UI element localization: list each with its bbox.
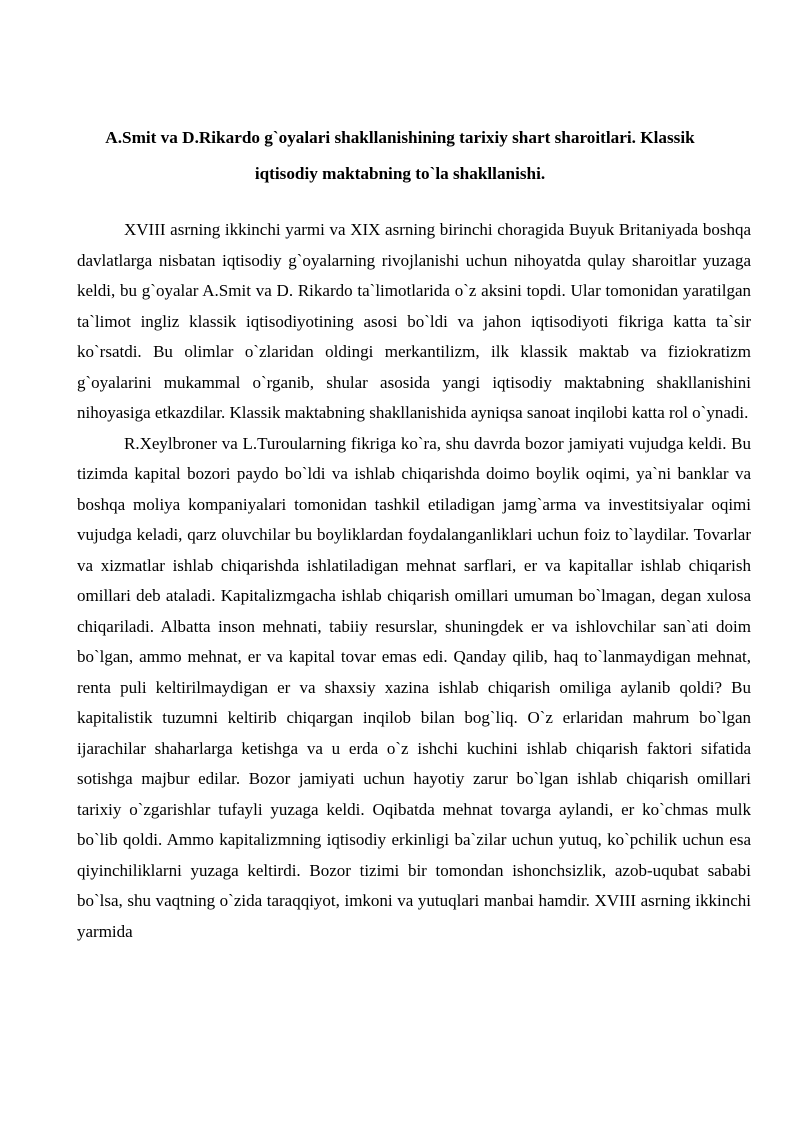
document-body [77,215,751,947]
title-line-2: iqtisodiy maktabning to`la shakllanishi. [254,164,546,183]
title-line-1: A.Smit va D.Rikardo g`oyalari shakllanishining tarixiy shart sharoitlari. Klassik [105,128,695,147]
paragraph-2: R.Xeylbroner va L.Turoularning fikriga ko`ra, shu davrda bozor jamiyati vujudga keldi. Bu tizimda kapital bozori paydo bo`ldi va ishlab chiqarishda doimo boylik oqimi, ya`ni banklar va boshqa moliya kompaniyalari tomonidan tashkil etiladigan jamg`arma va investitsiyalar oqimi vujudga keladi, qarz oluvchilar bu boyliklardan foydalanganliklari uchun foiz to`laydilar. Tovarlar va xizmatlar ishlab chiqarishda ishlatiladigan mehnat sarflari, er va kapitallar ishlab chiqarish omillari deb ataladi. Kapitalizmgacha ishlab chiqarish omillari umuman bo`lmagan, degan xulosa chiqariladi. Albatta inson mehnati, tabiiy resurslar, shuningdek er va ishlovchilar san`ati doim bo`lgan, ammo mehnat, er va kapital tovar emas edi. Qanday qilib, haq to`lanmaydigan mehnat, renta puli keltirilmaydigan er va shaxsiy xazina ishlab chiqarish omiliga aylanib qoldi? Bu kapitalistik tuzumni keltirib chiqargan inqilob bilan bog`liq. O`z erlaridan mahrum bo`lgan ijarachilar shaharlarga ketishga va u erda o`z ishchi kuchini ishlab chiqarish faktori sifatida sotishga majbur edilar. Bozor jamiyati uchun hayotiy zarur bo`lgan ishlab chiqarish omillari tarixiy o`zgarishlar tufayli yuzaga keldi. Oqibatda mehnat tovarga aylandi, er ko`chmas mulk bo`lib qoldi. Ammo kapitalizmning iqtisodiy erkinligi ba`zilar uchun yutuq, ko`pchilik uchun esa qiyinchiliklarni yuzaga keltirdi. Bozor tizimi bir tomondan ishonchsizlik, azob-uqubat sababi bo`lsa, shu vaqtning o`zida taraqqiyot, imkoni va yutuqlari manbai hamdir. XVIII asrning ikkinchi yarmida [77,433,751,941]
document-title [72,120,728,192]
paragraph-1: XVIII asrning ikkinchi yarmi va XIX asrning birinchi choragida Buyuk Britaniyada boshqa davlatlarga nisbatan iqtisodiy g`oyalarning rivojlanishi uchun nihoyatda qulay sharoitlar yuzaga keldi, bu g`oyalar A.Smit va D. Rikardo ta`limotlarida o`z aksini topdi. Ular tomonidan yaratilgan ta`limot ingliz klassik iqtisodiyotining asosi bo`ldi va jahon iqtisodiyoti fikriga katta ta`sir ko`rsatdi. Bu olimlar o`zlaridan oldingi merkantilizm, ilk klassik maktab va fiziokratizm g`oyalarini mukammal o`rganib, shular asosida yangi iqtisodiy maktabning shakllanishini nihoyasiga etkazdilar. Klassik maktabning shakllanishida ayniqsa sanoat inqilobi katta rol o`ynadi. [77,220,751,422]
